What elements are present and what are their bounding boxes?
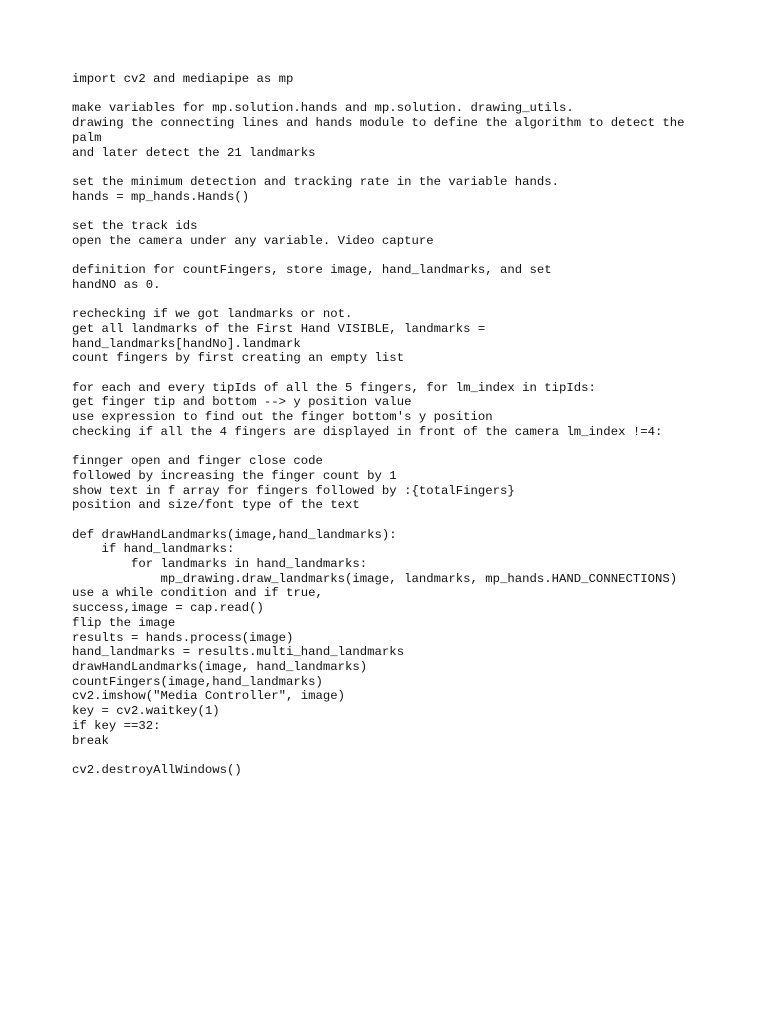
code-line: if key ==32: (72, 718, 161, 733)
text-line: and later detect the 21 landmarks (72, 145, 316, 160)
blank-line (72, 87, 712, 102)
blank-line (72, 204, 712, 219)
blank-line (72, 292, 712, 307)
blank-line (72, 248, 712, 263)
code-line: cv2.destroyAllWindows() (72, 762, 242, 777)
text-line: hands = mp_hands.Hands() (72, 189, 250, 204)
code-line: if hand_landmarks: (72, 542, 235, 557)
text-line: make variables for mp.solution.hands and mp.solution. drawing_utils. (72, 101, 574, 116)
text-line: drawing the connecting lines and hands module to define the algorithm to detect the (72, 116, 685, 131)
text-line: set the track ids (72, 218, 198, 233)
text-line: open the camera under any variable. Video capture (72, 233, 434, 248)
text-line: get finger tip and bottom --> y position value (72, 395, 412, 410)
text-line: import cv2 and mediapipe as mp (72, 72, 294, 86)
text-line: palm (72, 130, 102, 145)
code-line: def drawHandLandmarks(image,hand_landmarks): (72, 527, 397, 542)
blank-line (72, 160, 712, 175)
text-line: show text in f array for fingers followed by :{totalFingers} (72, 483, 515, 498)
code-line: countFingers(image,hand_landmarks) (72, 674, 323, 689)
code-line: results = hands.process(image) (72, 630, 294, 645)
code-line: key = cv2.waitkey(1) (72, 704, 220, 719)
code-line: drawHandLandmarks(image, hand_landmarks) (72, 660, 368, 674)
code-line: hand_landmarks = results.multi_hand_landmarks (72, 645, 405, 660)
blank-line (72, 439, 712, 454)
text-line: for each and every tipIds of all the 5 fingers, for lm_index in tipIds: (72, 380, 596, 395)
text-line: use expression to find out the finger bottom's y position (72, 410, 493, 425)
code-line: cv2.imshow("Media Controller", image) (72, 689, 346, 704)
blank-line (72, 748, 712, 763)
text-line: rechecking if we got landmarks or not. (72, 307, 353, 322)
text-line: get all landmarks of the First Hand VISIBLE, landmarks = (72, 321, 486, 336)
text-line: flip the image (72, 615, 176, 630)
text-line: checking if all the 4 fingers are displayed in front of the camera lm_index !=4: (72, 424, 663, 439)
text-line: hand_landmarks[handNo].landmark (72, 336, 301, 351)
text-line: followed by increasing the finger count by 1 (72, 468, 397, 483)
text-line: definition for countFingers, store image, hand_landmarks, and set (72, 263, 552, 278)
code-line: mp_drawing.draw_landmarks(image, landmarks, mp_hands.HAND_CONNECTIONS) (72, 571, 678, 586)
blank-line (72, 366, 712, 381)
text-line: use a while condition and if true, (72, 586, 323, 601)
blank-line (72, 513, 712, 528)
code-line: success,image = cap.read() (72, 601, 264, 616)
text-line: finnger open and finger close code (72, 454, 323, 469)
code-line: for landmarks in hand_landmarks: (72, 557, 368, 572)
text-line: count fingers by first creating an empty list (72, 351, 405, 366)
document-page (72, 72, 712, 778)
text-line: set the minimum detection and tracking rate in the variable hands. (72, 174, 560, 189)
code-line: break (72, 733, 109, 748)
text-line: position and size/font type of the text (72, 498, 360, 513)
text-line: handNO as 0. (72, 277, 161, 292)
